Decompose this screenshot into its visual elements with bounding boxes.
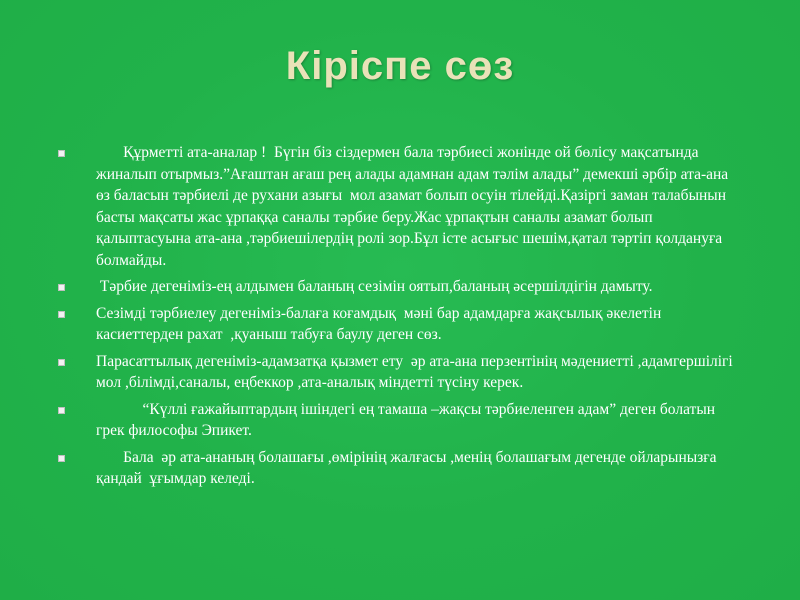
- paragraph-text: Сезімді тәрбиелеу дегеніміз-балаға коғамдық мәні бар адамдарға жақсылық әкелетін касиеттерден рахат ,қуаныш табуға баулу деген сөз.: [96, 304, 666, 343]
- slide-title: Кіріспе сөз: [285, 44, 515, 88]
- square-bullet-icon: [58, 284, 65, 291]
- paragraph-text: Парасаттылық дегеніміз-адамзатқа қызмет ету әр ата-ана перзентінің мәдениетті ,адамгершілігі мол ,білімді,саналы, еңбеккор ,ата-аналық міндетті түсіну керек.: [96, 352, 737, 391]
- paragraph-text: Тәрбие дегеніміз-ең алдымен баланың сезімін оятып,баланың әсершілдігін дамыту.: [96, 278, 653, 295]
- bullet-paragraph: [54, 303, 734, 346]
- bullet-paragraph: [54, 447, 734, 490]
- square-bullet-icon: [58, 407, 65, 414]
- paragraph-text: Құрметті ата-аналар ! Бүгін біз сіздермен бала тәрбиесі жонінде ой бөлісу мақсатында жиналып отырмыз.”Ағаштан ағаш рең алады адамнан адам тәлім алады” демекші әрбір ата-ана өз баласын тәрбиелі де рухани азығы мол азамат болып осуін тілейді.Қазіргі заман талабынын басты мақсаты жас ұрпаққа саналы тәрбие беру.Жас ұрпақтын саналы азамат болып қалыптасуына ата-ана ,тәрбиешілердің ролі зор.Бұл істе асығыс шешім,қатал тәртіп қолдануға болмайды.: [96, 144, 733, 269]
- paragraph-text: “Күллі ғажайыптардың ішіндегі ең тамаша –жақсы тәрбиеленген адам” деген болатын грек философы Эпикет.: [96, 400, 719, 439]
- bullet-paragraph: [54, 142, 734, 271]
- square-bullet-icon: [58, 455, 65, 462]
- bullet-paragraph: [54, 276, 734, 298]
- slide-body: [54, 142, 737, 495]
- bullet-paragraph: [54, 399, 734, 442]
- square-bullet-icon: [58, 150, 65, 157]
- paragraph-text: Бала әр ата-ананың болашағы ,өмірінің жалғасы ,менің болашағым дегенде ойларынызға қандай ұғымдар келеді.: [96, 448, 721, 487]
- bullet-paragraph: [54, 351, 737, 394]
- square-bullet-icon: [58, 311, 65, 318]
- square-bullet-icon: [58, 359, 65, 366]
